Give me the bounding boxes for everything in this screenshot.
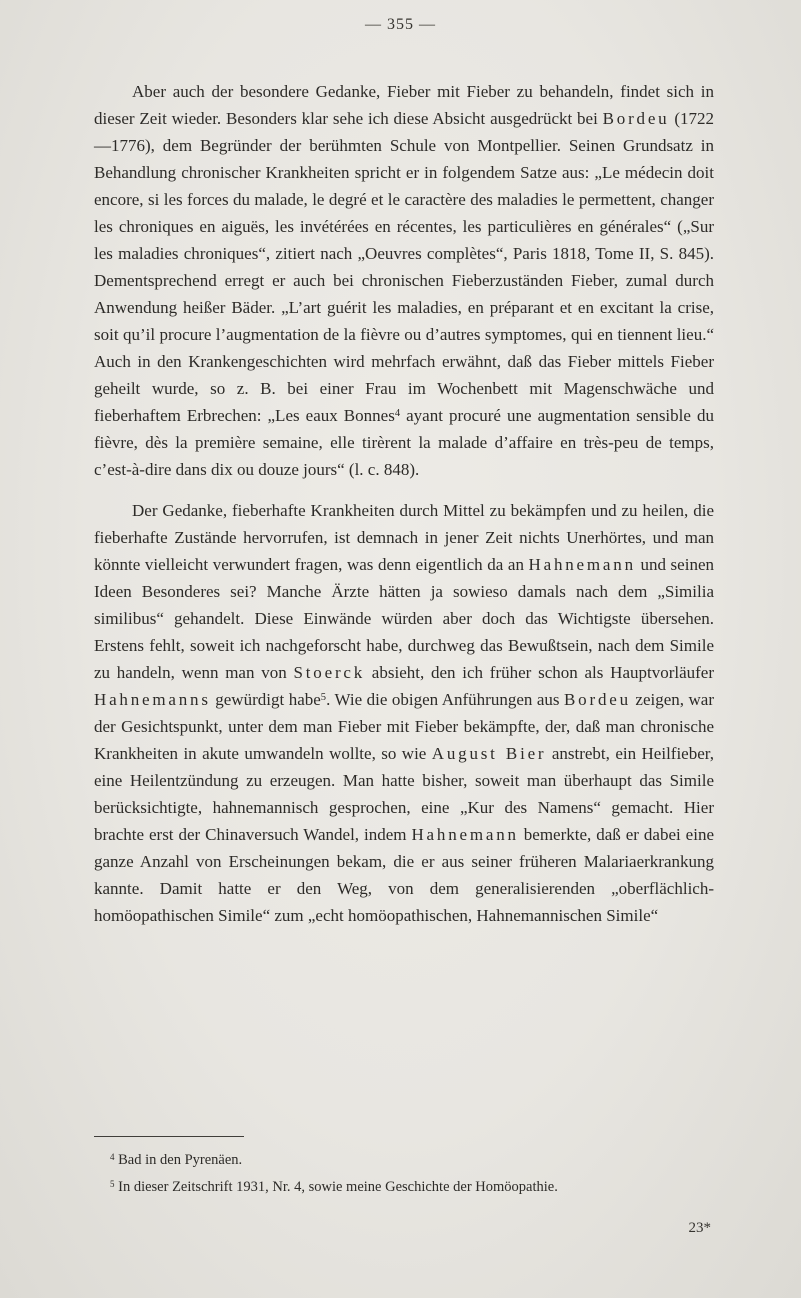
text-run: In dieser Zeitschrift 1931, Nr. 4, sowie meine Geschichte der Homöopathie. (114, 1179, 558, 1195)
body-text (94, 78, 714, 943)
text-run: Bad in den Pyrenäen. (114, 1152, 243, 1168)
page-number: — 355 — (365, 16, 436, 33)
footnote (94, 1149, 714, 1171)
text-run: absieht, den ich früher schon als Hauptvorläufer (365, 663, 715, 682)
emphasized-name: Bordeu (564, 690, 631, 709)
footnote-ref: 5 (110, 1178, 115, 1189)
paragraph (94, 78, 714, 483)
text-run: bemerkte, daß er dabei eine ganze Anzahl von Erscheinungen bekam, die er aus seiner früheren Malariaerkrankung kannte. Damit hatte er den Weg, von dem generalisierenden „oberflächlich-homöopathischen Simile“ zum „echt homöopathischen, Hahnemannischen Simile“ (94, 825, 715, 925)
text-run: (1722—1776), dem Begründer der berühmten Schule von Montpellier. Seinen Grundsatz in Behandlung chronischer Krankheiten spricht er in folgendem Satze aus: „Le médecin doit encore, si les forces du malade, le degré et le caractère des maladies le permettent, changer les chroniques en aiguës, les invétérées en récentes, les particulières en générales“ („Sur les maladies chroniques“, zitiert nach „Oeuvres complètes“, Paris 1818, Tome II, S. 845). Dementsprechend erregt er auch bei chronischen Fieberzuständen Fieber, zumal durch Anwendung heißer Bäder. „L’art guérit les maladies, en préparant et en excitant la crise, soit qu’il procure l’augmentation de la fièvre ou d’autres symptomes, qui en tiennent lieu.“ Auch in den Krankengeschichten wird mehrfach erwähnt, daß das Fieber mittels Fieber geheilt wurde, so z. B. bei einer Frau im Wochenbett mit Magenschwäche und fieberhaftem Erbrechen: „Les eaux Bonnes (94, 109, 714, 425)
text-run: ayant procuré une augmentation sensible du fièvre, dès la première semaine, elle tirèrent la malade d’affaire en très-peu de temps, c’est-à-dire dans dix ou douze jours“ (l. c. 848). (94, 406, 714, 479)
emphasized-name: Stoerck (293, 663, 366, 682)
text-run: und seinen Ideen Besonderes sei? Manche Ärzte hätten ja sowieso damals nach dem „Similia similibus“ gehandelt. Diese Einwände würden aber doch das Wichtigste übersehen. Erstens fehlt, soweit ich nachgeforscht habe, durchweg das Bewußtsein, nach dem Simile zu handeln, wenn man von (94, 555, 714, 682)
emphasized-name: Hahnemanns (94, 690, 211, 709)
text-run: Aber auch der besondere Gedanke, Fieber mit Fieber zu behandeln, findet sich in dieser Zeit wieder. Besonders klar sehe ich diese Absicht ausgedrückt bei (94, 82, 714, 128)
text-run: Der Gedanke, fieberhafte Krankheiten durch Mittel zu bekämpfen und zu heilen, die fieberhafte Zustände hervorrufen, ist demnach in jener Zeit nichts Unerhörtes, und man könnte vielleicht verwundert fragen, was denn eigentlich da an (94, 501, 714, 574)
paragraph (94, 497, 714, 929)
footnote-ref: 5 (320, 692, 327, 704)
footnotes-section (94, 1136, 714, 1203)
footnote (94, 1176, 714, 1198)
footnote-ref: 4 (394, 408, 401, 420)
emphasized-name: Hahnemann (528, 555, 636, 574)
text-run: gewürdigt habe (210, 690, 321, 709)
footnote-divider (94, 1136, 244, 1137)
emphasized-name: Hahnemann (411, 825, 519, 844)
footnote-ref: 4 (110, 1151, 115, 1162)
signature-mark: 23* (688, 1220, 711, 1236)
emphasized-name: August Bier (431, 744, 547, 763)
text-run: zeigen, war der Gesichtspunkt, unter dem man Fieber mit Fieber bekämpfte, der, daß man chronische Krankheiten in akute umwandeln wollte, so wie (94, 690, 714, 763)
emphasized-name: Bordeu (602, 109, 670, 128)
text-run: . Wie die obigen Anführungen aus (326, 690, 565, 709)
text-run: anstrebt, ein Heilfieber, eine Heilentzündung zu erzeugen. Man hatte bisher, soweit man überhaupt das Simile berücksichtigte, hahnemannisch gesprochen, eine „Kur des Namens“ gemacht. Hier brachte erst der Chinaversuch Wandel, indem (94, 744, 714, 844)
